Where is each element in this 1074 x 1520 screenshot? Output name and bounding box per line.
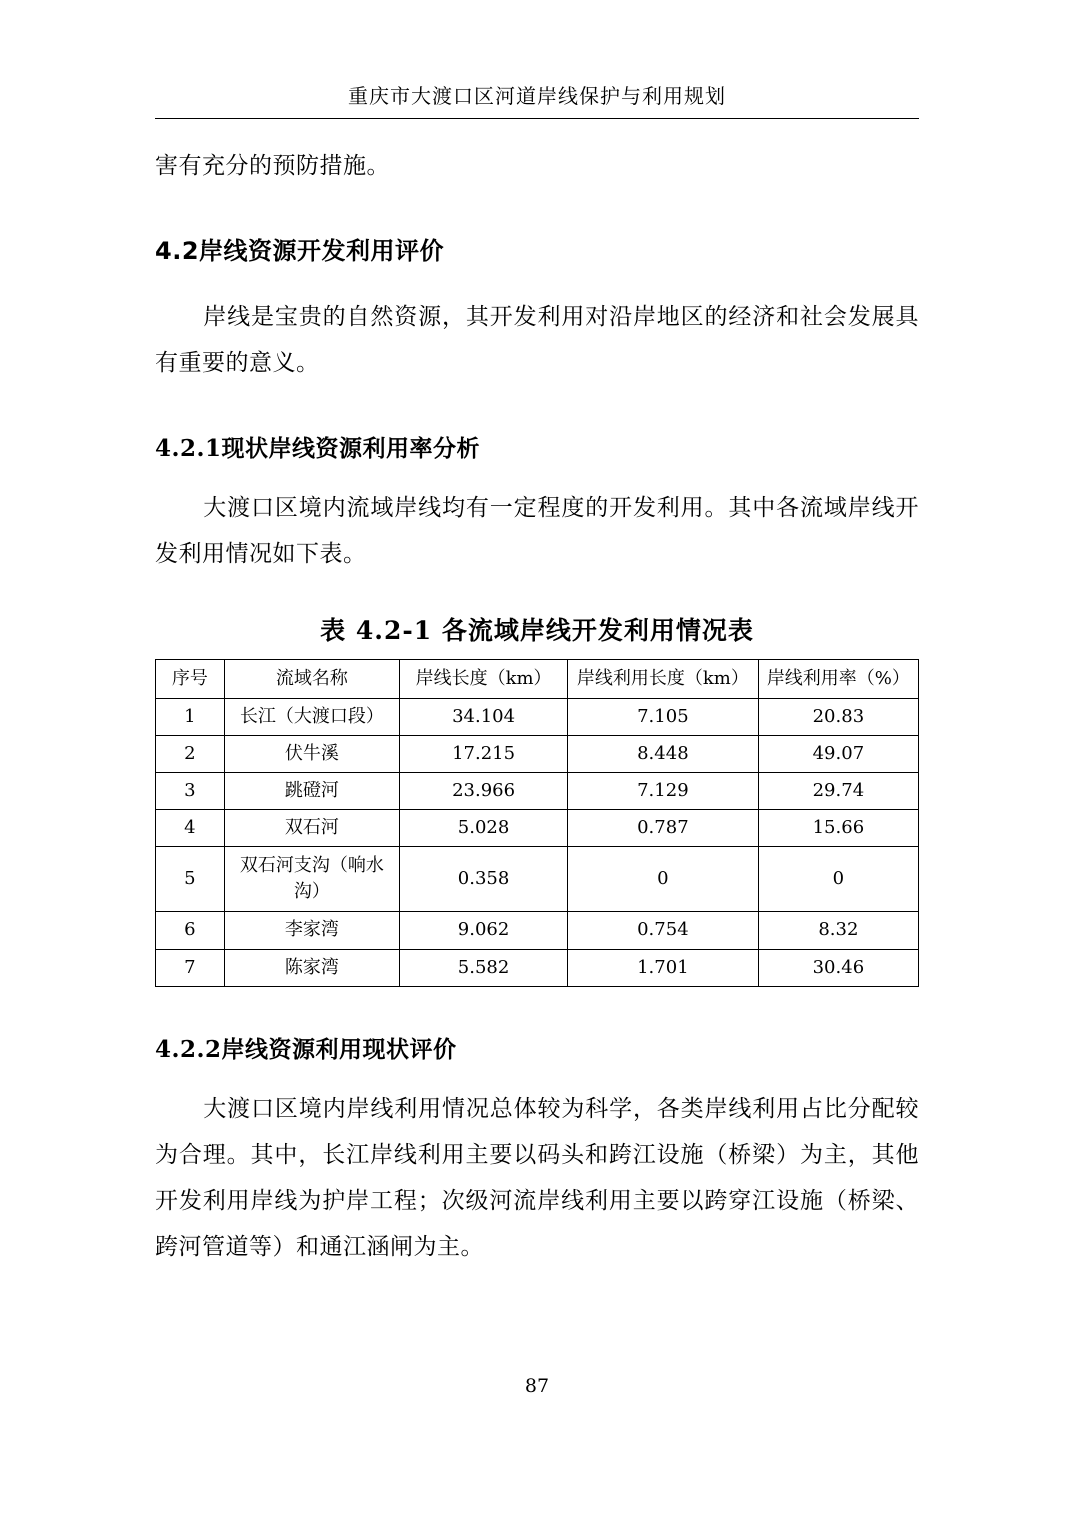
- table-cell: 9.062: [400, 912, 568, 949]
- table-cell: 23.966: [400, 773, 568, 810]
- table-cell: 0: [758, 847, 918, 912]
- table-row: [156, 847, 919, 912]
- table-cell: 5.582: [400, 949, 568, 986]
- table-cell: 7.129: [568, 773, 759, 810]
- table-cell: 伏牛溪: [224, 736, 399, 773]
- page-number: 87: [524, 1375, 550, 1397]
- table-cell: 0.358: [400, 847, 568, 912]
- table-header-row: [156, 660, 919, 699]
- table-cell: 8.448: [568, 736, 759, 773]
- section-heading-4-2: 4.2岸线资源开发利用评价: [155, 237, 445, 265]
- table-cell: 8.32: [758, 912, 918, 949]
- table-caption: 表 4.2-1 各流域岸线开发利用情况表: [320, 616, 754, 645]
- page-content: [155, 80, 919, 1270]
- table-row: [156, 912, 919, 949]
- shoreline-utilization-table: [155, 659, 919, 987]
- table-cell: 17.215: [400, 736, 568, 773]
- table-cell: 跳磴河: [224, 773, 399, 810]
- table-cell: 0.754: [568, 912, 759, 949]
- table-cell: 4: [156, 810, 225, 847]
- table-cell: 34.104: [400, 699, 568, 736]
- section-heading-4-2-2: 4.2.2岸线资源利用现状评价: [155, 1035, 457, 1063]
- table-header-cell: 岸线利用率（%）: [758, 660, 918, 699]
- table-cell: 李家湾: [224, 912, 399, 949]
- table-cell: 0.787: [568, 810, 759, 847]
- table-cell: 30.46: [758, 949, 918, 986]
- table-cell: 5.028: [400, 810, 568, 847]
- table-cell: 3: [156, 773, 225, 810]
- table-cell: 20.83: [758, 699, 918, 736]
- table-cell: 15.66: [758, 810, 918, 847]
- table-header-cell: 序号: [156, 660, 225, 699]
- table-row: [156, 773, 919, 810]
- table-cell: 6: [156, 912, 225, 949]
- table-cell: 长江（大渡口段）: [224, 699, 399, 736]
- table-cell: 7.105: [568, 699, 759, 736]
- table-header-cell: 岸线利用长度（km）: [568, 660, 759, 699]
- table-row: [156, 810, 919, 847]
- table-cell: 陈家湾: [224, 949, 399, 986]
- table-cell: 1: [156, 699, 225, 736]
- table-cell: 29.74: [758, 773, 918, 810]
- table-cell: 7: [156, 949, 225, 986]
- section-4-2-paragraph: 岸线是宝贵的自然资源，其开发利用对沿岸地区的经济和社会发展具有重要的意义。: [155, 304, 919, 376]
- page-header: 重庆市大渡口区河道岸线保护与利用规划: [155, 80, 919, 119]
- table-cell: 双石河支沟（响水沟）: [224, 847, 399, 912]
- table-header-cell: 岸线长度（km）: [400, 660, 568, 699]
- section-4-2-2-paragraph: 大渡口区境内岸线利用情况总体较为科学，各类岸线利用占比分配较为合理。其中，长江岸线利用主要以码头和跨江设施（桥梁）为主，其他开发利用岸线为护岸工程；次级河流岸线利用主要以跨穿江设施（桥梁、跨河管道等）和通江涵闸为主。: [155, 1095, 919, 1260]
- table-header-cell: 流域名称: [224, 660, 399, 699]
- continued-paragraph: 害有充分的预防措施。: [155, 153, 390, 179]
- table-cell: 0: [568, 847, 759, 912]
- section-4-2-1-paragraph: 大渡口区境内流域岸线均有一定程度的开发利用。其中各流域岸线开发利用情况如下表。: [155, 495, 919, 567]
- table-row: [156, 699, 919, 736]
- table-cell: 1.701: [568, 949, 759, 986]
- table-cell: 5: [156, 847, 225, 912]
- table-cell: 49.07: [758, 736, 918, 773]
- table-row: [156, 736, 919, 773]
- section-heading-4-2-1: 4.2.1现状岸线资源利用率分析: [155, 435, 481, 462]
- table-row: [156, 949, 919, 986]
- table-cell: 双石河: [224, 810, 399, 847]
- table-cell: 2: [156, 736, 225, 773]
